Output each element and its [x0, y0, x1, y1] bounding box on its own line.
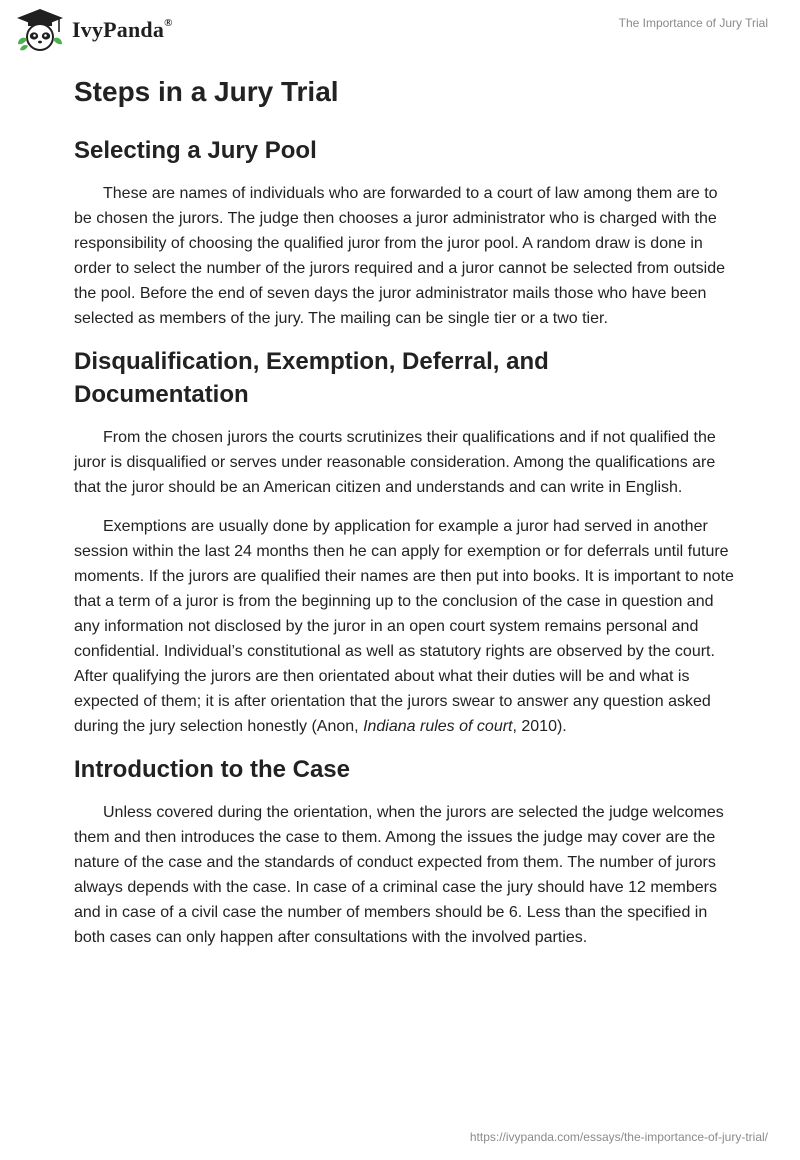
paragraph: From the chosen jurors the courts scrutinizes their qualifications and if not qualified the juror is disqualified or serves under reasonable consideration. Among the qualifications are that the juror should be an American citizen and understands and can write in English. — [74, 429, 716, 496]
article-body — [74, 72, 734, 964]
paragraph-text: Exemptions are usually done by application for example a juror had served in another session within the last 24 months then he can apply for exemption or for deferrals until future moments. If the jurors are qualified their names are then put into books. It is important to note that a term of a juror is from the beginning up to the conclusion of the case in question and any information not disclosed by the juror in an open court system remains personal and confidential. Individual’s constitutional as well as statutory rights are observed by the court. After qualifying the jurors are then orientated about what their duties will be and what is expected of them; it is after orientation that the jurors swear to answer any question asked during the jury selection honestly (Anon, — [74, 518, 734, 735]
page-header — [0, 0, 800, 60]
section-introduction-to-case — [74, 753, 734, 950]
section-heading: Introduction to the Case — [74, 756, 350, 783]
section-heading: Selecting a Jury Pool — [74, 137, 317, 164]
section-selecting-jury-pool — [74, 134, 734, 331]
source-url-link[interactable]: https://ivypanda.com/essays/the-importance-of-jury-trial/ — [469, 1130, 768, 1144]
panda-graduate-icon — [14, 8, 66, 52]
section-disqualification — [74, 345, 734, 739]
section-heading-line-2: Documentation — [74, 381, 249, 408]
trademark-mark: ® — [164, 16, 173, 29]
paragraph: These are names of individuals who are forwarded to a court of law among them are to be chosen the jurors. The judge then chooses a juror administrator who is charged with the responsibility of choosing the qualified juror from the juror pool. A random draw is done in order to select the number of the jurors required and a juror cannot be selected from outside the pool. Before the end of seven days the juror administrator mails those who have been selected as members of the jury. The mailing can be single tier or a two tier. — [74, 185, 726, 327]
paragraph: Unless covered during the orientation, when the jurors are selected the judge welcomes them and then introduces the case to them. Among the issues the judge may cover are the nature of the case and the standards of conduct expected from them. The number of jurors always depends with the case. In case of a criminal case the jury should have 12 members and in case of a civil case the number of members should be 6. Less than the specified in both cases can only happen after consultations with the involved parties. — [74, 804, 724, 946]
article-title: Steps in a Jury Trial — [74, 76, 339, 107]
section-heading — [74, 345, 734, 411]
section-heading-line-1: Disqualification, Exemption, Deferral, and — [74, 348, 549, 375]
document-title: The Importance of Jury Trial — [618, 16, 768, 30]
citation-tail: , 2010). — [512, 718, 567, 735]
paragraph — [74, 514, 734, 739]
ivypanda-logo[interactable] — [14, 8, 173, 52]
citation-title: Indiana rules of court — [363, 718, 513, 735]
brand-name: IvyPanda® — [72, 16, 173, 42]
